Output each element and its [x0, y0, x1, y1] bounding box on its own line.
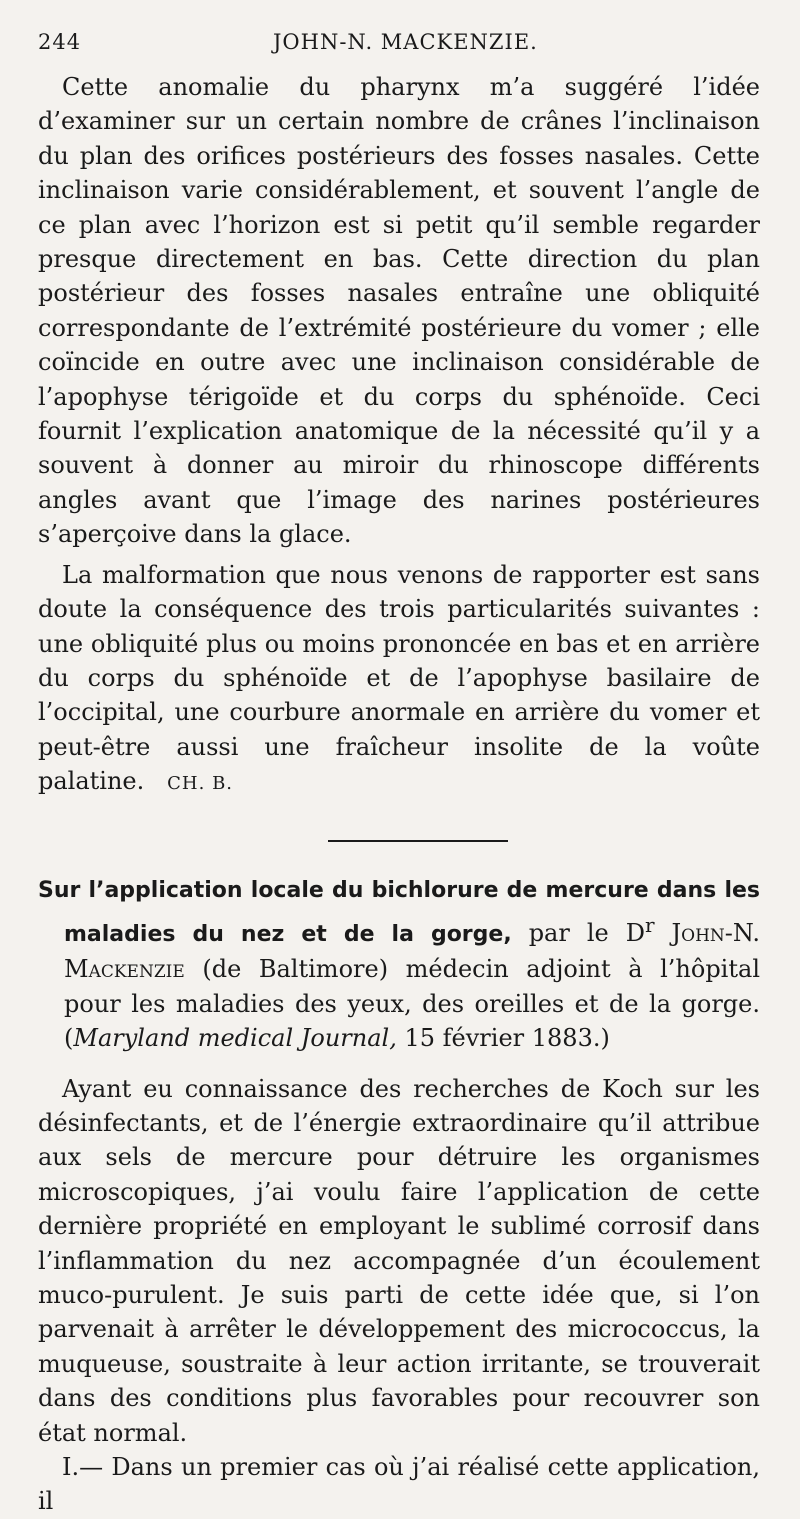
- article-author: John-N. Mackenzie: [64, 918, 760, 984]
- article-date: 15 février 1883.): [396, 1024, 610, 1053]
- article-heading: [38, 872, 760, 1056]
- article-by-sup: r: [644, 912, 655, 937]
- page-header: [38, 30, 760, 70]
- article-affiliation: (de Baltimore) médecin adjoint à l’hôpital pour les maladies des yeux, des oreilles et de la gorge. (: [64, 955, 760, 1053]
- signature: CH. B.: [167, 773, 234, 795]
- article-by: par le D: [511, 918, 645, 947]
- page-number: 244: [38, 30, 82, 54]
- article-journal: Maryland medical Journal,: [73, 1024, 397, 1053]
- article-title: Sur l’application locale du bichlorure de mercure dans les maladies du nez et de la gorge,: [38, 877, 760, 947]
- paragraph-4: I.— Dans un premier cas où j’ai réalisé cette application, il: [38, 1453, 760, 1516]
- divider-rule: [328, 840, 508, 842]
- paragraph-1: Cette anomalie du pharynx m’a suggéré l’idée d’examiner sur un certain nombre de crânes l’inclinaison du plan des orifices postérieurs des fosses nasales. Cette inclinaison varie considérablement, et souvent l’angle de ce plan avec l’horizon est si petit qu’il semble regarder presque directement en bas. Cette direction du plan postérieur des fosses nasales entraîne une obliquité correspondante de l’extrémité postérieure du vomer ; elle coïncide en outre avec une inclinaison considérable de l’apophyse térigoïde et du corps du sphénoïde. Ceci fournit l’explication anatomique de la nécessité qu’il y a souvent à donner au miroir du rhinoscope différents angles avant que l’image des narines postérieures s’aperçoive dans la glace.: [38, 73, 760, 549]
- paragraph-2-text: La malformation que nous venons de rapporter est sans doute la conséquence des trois particularités suivantes : une obliquité plus ou moins prononcée en bas et en arrière du corps du sphénoïde et de l’apophyse basilaire de l’occipital, une courbure anormale en arrière du vomer et peut-être aussi une fraîcheur insolite de la voûte palatine.: [38, 560, 760, 796]
- running-head: JOHN-N. MACKENZIE.: [273, 30, 538, 54]
- paragraph-3: Ayant eu connaissance des recherches de Koch sur les désinfectants, et de l’énergie extraordinaire qu’il attribue aux sels de mercure pour détruire les organismes microscopiques, j’ai voulu faire l’application de cette dernière propriété en employant le sublimé corrosif dans l’inflammation du nez accompagnée d’un écoulement muco-purulent. Je suis parti de cette idée que, si l’on parvenait à arrêter le développement des micrococcus, la muqueuse, soustraite à leur action irritante, se trouverait dans des conditions plus favorables pour recouvrer son état normal.: [38, 1074, 760, 1447]
- section-divider: [38, 802, 760, 872]
- paragraph-2: [38, 558, 760, 802]
